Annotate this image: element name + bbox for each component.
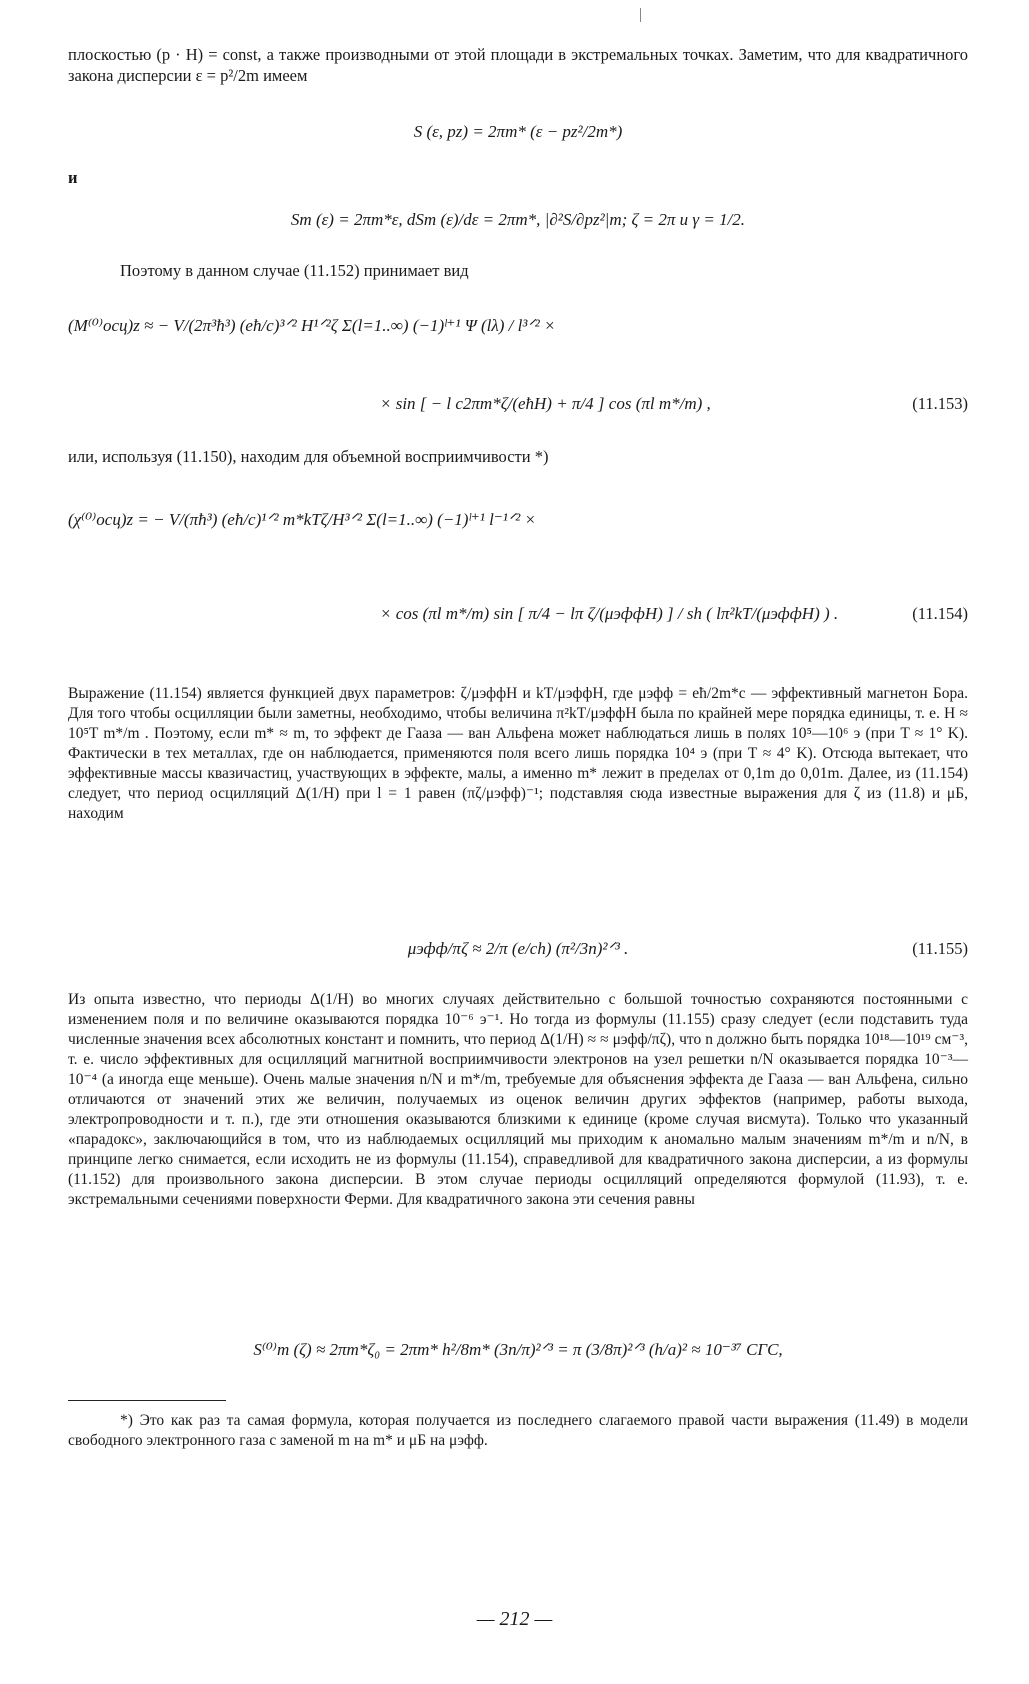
equation-number-153: (11.153) [912, 394, 968, 413]
paragraph-susceptibility-intro: или, используя (11.150), находим для объемной восприимчивости *) [68, 447, 549, 466]
paragraph-parameters: Выражение (11.154) является функцией двух параметров: ζ/μэффH и kT/μэффH, где μэфф = eħ/2m*c — эффективный магнетон Бора. Для того чтобы осцилляции были заметны, необходимо, чтобы величина π²kT/μэффH была по крайней мере порядка единицы, т. е. H ≈ 10⁵T m*/m . Поэтому, если m* ≈ m, то эффект де Гааза — ван Альфена может наблюдаться лишь в полях 10⁵—10⁶ э (при T ≈ 1° K). Фактически в тех металлах, где он наблюдается, применяются поля всего лишь порядка 10⁴ э (при T ≈ 4° K). Отсюда вытекает, что эффективные массы квазичастиц, участвующих в эффекте, малы, а именно m* лежит в пределах от 0,1m до 0,01m. Далее, из (11.154) следует, что период осцилляций Δ(1/H) при l = 1 равен (πζ/μэфф)⁻¹; подставляя сюда известные выражения для ζ из (11.8) и μБ, находим [68, 685, 968, 822]
paragraph-intro: плоскостью (p · H) = const, а также производными от этой площади в экстремальных точках. Заметим, что для квадратичного закона дисперсии ε = p²/2m имеем [68, 45, 968, 85]
scan-mark [640, 8, 641, 22]
footnote-rule [68, 1400, 226, 1401]
paragraph-experiment: Из опыта известно, что периоды Δ(1/H) во многих случаях действительно с большой точностью сохраняются постоянными с изменением поля и по величине оказываются порядка 10⁻⁶ э⁻¹. Но тогда из формулы (11.155) сразу следует (если подставить туда численные значения всех абсолютных констант и помнить, что период Δ(1/H) ≈ ≈ μэфф/πζ), что n должно быть порядка 10¹⁸—10¹⁹ см⁻³, т. е. число эффективных для осцилляций магнитной восприимчивости электронов на узел решетки n/N оказывается порядка 10⁻³—10⁻⁴ (а иногда еще меньше). Очень малые значения n/N и m*/m, требуемые для объяснения эффекта де Гааза — ван Альфена, сильно отличаются от значений этих же величин, получаемых из оценок величин других эффектов (например, работы выхода, электропроводности и т. п.), где эти отношения оказываются близкими к единице (кроме случая висмута). Только что указанный «парадокс», заключающийся в том, что из наблюдаемых осцилляций мы приходим к аномально малым значениям m*/m и n/N, в принципе легко снимается, если исходить не из формулы (11.154), справедливой для квадратичного закона дисперсии, а из формулы (11.152) для произвольного закона дисперсии. В этом случае периоды осцилляций определяются формулой (11.93), т. е. экстремальными сечениями поверхности Ферми. Для квадратичного закона эти сечения равны [68, 991, 968, 1208]
equation-number-154: (11.154) [912, 604, 968, 623]
equation-extremal-area: Sm (ε) = 2πm*ε, dSm (ε)/dε = 2πm*, |∂²S/∂pz²|m; ζ = 2π и γ = 1/2. [290, 210, 746, 229]
equation-magnetization-line2: × sin [ − l c2πm*ζ/(eħH) + π/4 ] cos (πl m*/m) , [380, 394, 711, 413]
page-number: — 212 — [476, 1608, 553, 1630]
equation-magnetization-line1: (M⁽⁰⁾осц)z ≈ − V/(2π³ħ³) (eħ/c)³ᐟ² H¹ᐟ²ζ Σ(l=1..∞) (−1)ˡ⁺¹ Ψ (lλ) / l³ᐟ² × [68, 316, 556, 335]
equation-number-155: (11.155) [912, 939, 968, 958]
equation-fermi-section: S⁽⁰⁾m (ζ) ≈ 2πm*ζ₀ = 2πm* h²/8m* (3n/π)²ᐟ³ = π (3/8π)²ᐟ³ (h/a)² ≈ 10⁻³⁷ СГС, [253, 1340, 783, 1359]
equation-period-ratio: μэфф/πζ ≈ 2/π (e/ch) (π²/3n)²ᐟ³ . [407, 939, 629, 958]
equation-susceptibility-line2: × cos (πl m*/m) sin [ π/4 − lπ ζ/(μэффH) ] / sh ( lπ²kT/(μэффH) ) . [380, 604, 839, 623]
equation-susceptibility-line1: (χ⁽⁰⁾осц)z = − V/(πħ³) (eħ/c)¹ᐟ² m*kTζ/H³ᐟ² Σ(l=1..∞) (−1)ˡ⁺¹ l⁻¹ᐟ² × [68, 510, 536, 529]
conjunction-and: и [68, 168, 78, 187]
footnote: *) Это как раз та самая формула, которая получается из последнего слагаемого правой части выражения (11.49) в модели свободного электронного газа с заменой m на m* и μБ на μэфф. [68, 1412, 968, 1449]
equation-area-quadratic: S (ε, pz) = 2πm* (ε − pz²/2m*) [413, 122, 623, 141]
paragraph-therefore: Поэтому в данном случае (11.152) принимает вид [120, 261, 469, 280]
